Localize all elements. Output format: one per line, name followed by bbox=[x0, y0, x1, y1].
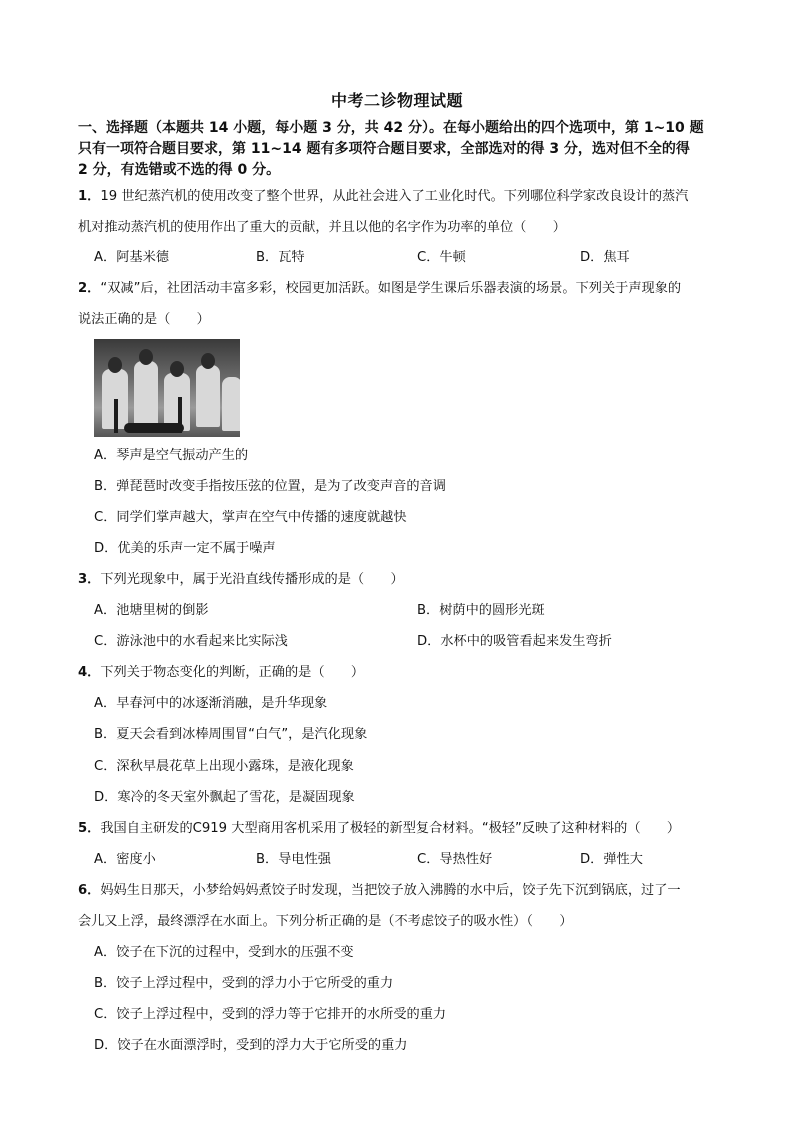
question-5-number: 5． bbox=[78, 821, 101, 836]
question-1-option-a: A．阿基米德 bbox=[94, 250, 169, 265]
question-4-number: 4． bbox=[78, 665, 101, 680]
question-4-option-b: B．夏天会看到冰棒周围冒“白气”，是汽化现象 bbox=[94, 727, 368, 742]
question-4-option-c: C．深秋早晨花草上出现小露珠，是液化现象 bbox=[94, 759, 354, 774]
question-2-line-2: 说法正确的是（ ） bbox=[78, 312, 210, 327]
question-1-line-2: 机对推动蒸汽机的使用作出了重大的贡献，并且以他的名字作为功率的单位（ ） bbox=[78, 220, 566, 235]
section-line-3: 2 分，有选错或不选的得 0 分。 bbox=[78, 162, 281, 178]
student-music-performance-photo bbox=[94, 339, 240, 437]
question-3-option-b: B．树荫中的圆形光斑 bbox=[417, 603, 545, 618]
question-1-option-d: D．焦耳 bbox=[580, 250, 630, 265]
question-6-option-c: C．饺子上浮过程中，受到的浮力等于它排开的水所受的重力 bbox=[94, 1007, 447, 1022]
question-2-number: 2． bbox=[78, 281, 101, 296]
question-5-text: 我国自主研发的C919 大型商用客机采用了极轻的新型复合材料。“极轻”反映了这种材料的（ ） bbox=[100, 821, 681, 836]
section-line-1: 一、选择题（本题共 14 小题，每小题 3 分，共 42 分）。在每小题给出的四个选项中，第 1~10 题 bbox=[78, 120, 704, 136]
question-2-option-b: B．弹琵琶时改变手指按压弦的位置，是为了改变声音的音调 bbox=[94, 479, 446, 494]
question-2-option-a: A．琴声是空气振动产生的 bbox=[94, 448, 249, 463]
question-1-number: 1． bbox=[78, 189, 101, 204]
question-3-text: 下列光现象中，属于光沿直线传播形成的是（ ） bbox=[100, 572, 404, 587]
question-5-option-d: D．弹性大 bbox=[580, 852, 643, 867]
question-3-number: 3． bbox=[78, 572, 101, 587]
question-2-line-1 bbox=[78, 279, 758, 299]
question-4-line-1 bbox=[78, 663, 758, 683]
question-6-option-a: A．饺子在下沉的过程中，受到水的压强不变 bbox=[94, 945, 354, 960]
section-instructions bbox=[78, 118, 744, 181]
question-5-option-a: A．密度小 bbox=[94, 852, 156, 867]
question-6-number: 6． bbox=[78, 883, 101, 898]
question-5-option-b: B．导电性强 bbox=[256, 852, 331, 867]
question-2-text: “双减”后，社团活动丰富多彩，校园更加活跃。如图是学生课后乐器表演的场景。下列关于声现象的 bbox=[100, 281, 682, 296]
section-line-2: 只有一项符合题目要求，第 11~14 题有多项符合题目要求，全部选对的得 3 分，选对但不全的得 bbox=[78, 141, 690, 157]
question-4-text: 下列关于物态变化的判断，正确的是（ ） bbox=[100, 665, 365, 680]
question-6-line-2: 会儿又上浮，最终漂浮在水面上。下列分析正确的是（不考虑饺子的吸水性）（ ） bbox=[78, 914, 573, 929]
question-4-option-d: D．寒冷的冬天室外飘起了雪花，是凝固现象 bbox=[94, 790, 355, 805]
question-1-option-c: C．牛顿 bbox=[417, 250, 466, 265]
question-4-option-a: A．早春河中的冰逐渐消融，是升华现象 bbox=[94, 696, 328, 711]
question-6-line-1 bbox=[78, 881, 758, 901]
question-2-option-d: D．优美的乐声一定不属于噪声 bbox=[94, 541, 276, 556]
question-1-line-1 bbox=[78, 187, 758, 207]
question-6-text: 妈妈生日那天，小梦给妈妈煮饺子时发现，当把饺子放入沸腾的水中后，饺子先下沉到锅底，过了一 bbox=[100, 883, 681, 898]
question-6-option-d: D．饺子在水面漂浮时，受到的浮力大于它所受的重力 bbox=[94, 1038, 408, 1053]
question-3-option-d: D．水杯中的吸管看起来发生弯折 bbox=[417, 634, 612, 649]
question-5-line-1 bbox=[78, 819, 758, 839]
question-5-option-c: C．导热性好 bbox=[417, 852, 493, 867]
question-2-option-c: C．同学们掌声越大，掌声在空气中传播的速度就越快 bbox=[94, 510, 407, 525]
exam-title: 中考二诊物理试题 bbox=[330, 91, 463, 110]
question-6-option-b: B．饺子上浮过程中，受到的浮力小于它所受的重力 bbox=[94, 976, 394, 991]
question-1-option-b: B．瓦特 bbox=[256, 250, 305, 265]
question-3-option-c: C．游泳池中的水看起来比实际浅 bbox=[94, 634, 288, 649]
question-1-text: 19 世纪蒸汽机的使用改变了整个世界，从此社会进入了工业化时代。下列哪位科学家改良设计的蒸汽 bbox=[100, 189, 689, 204]
question-3-line-1 bbox=[78, 570, 758, 590]
question-3-option-a: A．池塘里树的倒影 bbox=[94, 603, 209, 618]
